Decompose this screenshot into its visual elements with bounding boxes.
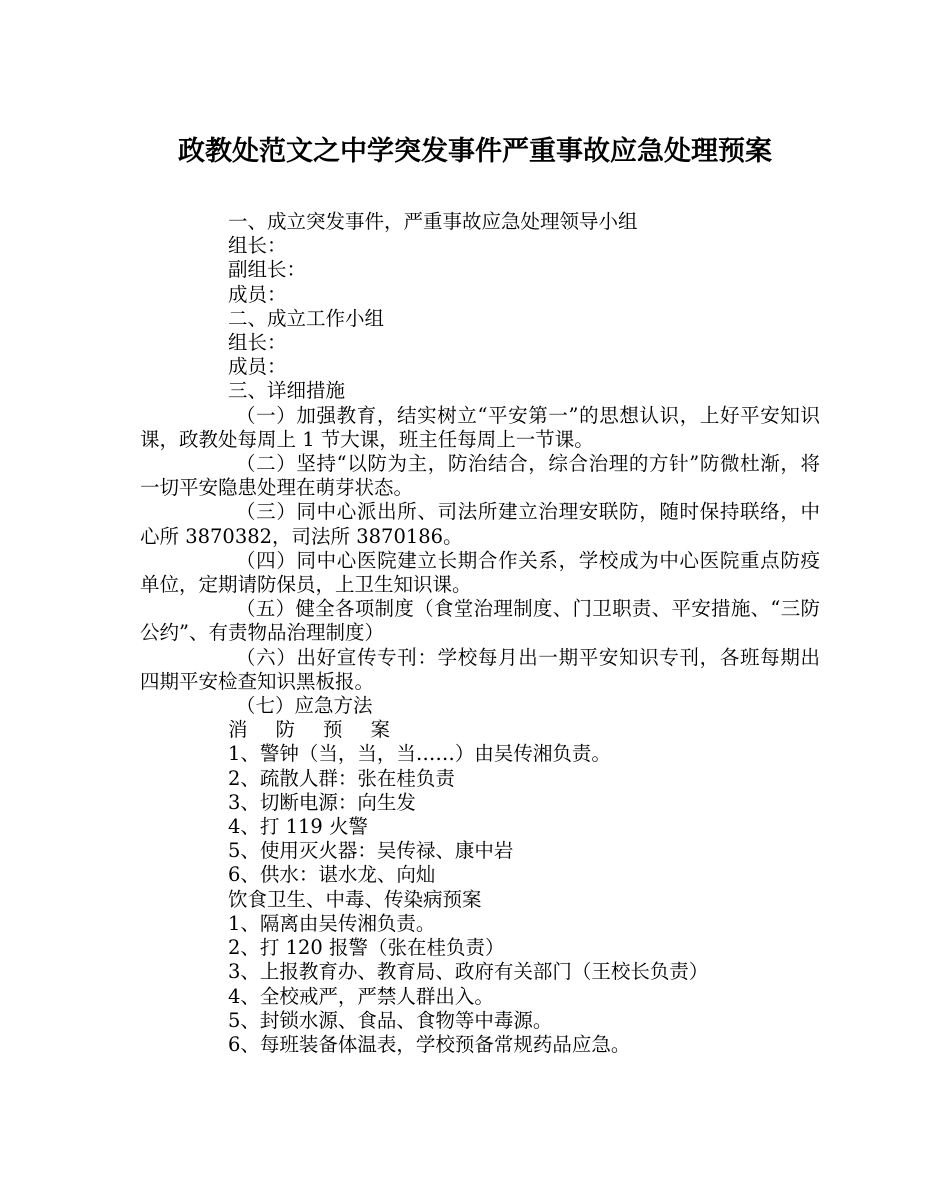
section2-heading: 二、成立工作小组 xyxy=(228,306,385,330)
health-plan-step: 2、打 120 报警（张在桂负责） xyxy=(228,936,505,960)
measure-paragraph: （三）同中心派出所、司法所建立治理安联防，随时保持联络，中心所 3870382，司法所 3870186。 xyxy=(140,500,820,548)
measure-paragraph: （五）健全各项制度（食堂治理制度、门卫职责、平安措施、“三防公约”、有责物品治理制度） xyxy=(140,597,820,645)
fire-plan-step: 3、切断电源：向生发 xyxy=(228,790,416,814)
health-plan-step: 4、全校戒严，严禁人群出入。 xyxy=(228,984,494,1008)
document-body xyxy=(140,210,820,1057)
health-plan-heading: 饮食卫生、中毒、传染病预案 xyxy=(228,887,482,911)
health-plan-step: 5、封锁水源、食品、食物等中毒源。 xyxy=(228,1008,553,1032)
measure-7-heading: （七）应急方法 xyxy=(236,694,373,718)
health-plan-step: 1、隔离由吴传湘负责。 xyxy=(228,911,436,935)
fire-plan-step: 1、警钟（当，当，当……）由吴传湘负责。 xyxy=(228,742,611,766)
measure-paragraph: （一）加强教育，结实树立“平安第一”的思想认识，上好平安知识课，政教处每周上 1 节大课，班主任每周上一节课。 xyxy=(140,403,820,451)
document-title: 政教处范文之中学突发事件严重事故应急处理预案 xyxy=(178,136,772,167)
fire-plan-step: 4、打 119 火警 xyxy=(228,815,369,839)
measure-paragraph: （四）同中心医院建立长期合作关系，学校成为中心医院重点防疫单位，定期请防保员，上卫生知识课。 xyxy=(140,548,820,597)
section1-heading: 一、成立突发事件，严重事故应急处理领导小组 xyxy=(228,210,638,233)
section2-leader: 组长： xyxy=(228,331,287,355)
section1-deputy: 副组长： xyxy=(228,258,307,282)
fire-plan-step: 6、供水：谌水龙、向灿 xyxy=(228,863,436,887)
fire-plan-step: 2、疏散人群：张在桂负责 xyxy=(228,766,455,790)
measure-paragraph: （六）出好宣传专刊：学校每月出一期平安知识专刊，各班每期出四期平安检查知识黑板报。 xyxy=(140,645,820,693)
section1-leader: 组长： xyxy=(228,234,287,258)
fire-plan-heading: 消防预案 xyxy=(228,718,419,742)
section2-members: 成员： xyxy=(228,355,287,379)
fire-plan-step: 5、使用灭火器：吴传禄、康中岩 xyxy=(228,839,514,863)
measure-paragraph: （二）坚持“以防为主，防治结合，综合治理的方针”防微杜渐，将一切平安隐患处理在萌芽状态。 xyxy=(140,452,820,500)
section1-members: 成员： xyxy=(228,282,287,306)
health-plan-step: 6、每班装备体温表，学校预备常规药品应急。 xyxy=(228,1032,631,1056)
section3-heading: 三、详细措施 xyxy=(228,379,346,403)
health-plan-step: 3、上报教育办、教育局、政府有关部门（王校长负责） xyxy=(228,960,709,984)
